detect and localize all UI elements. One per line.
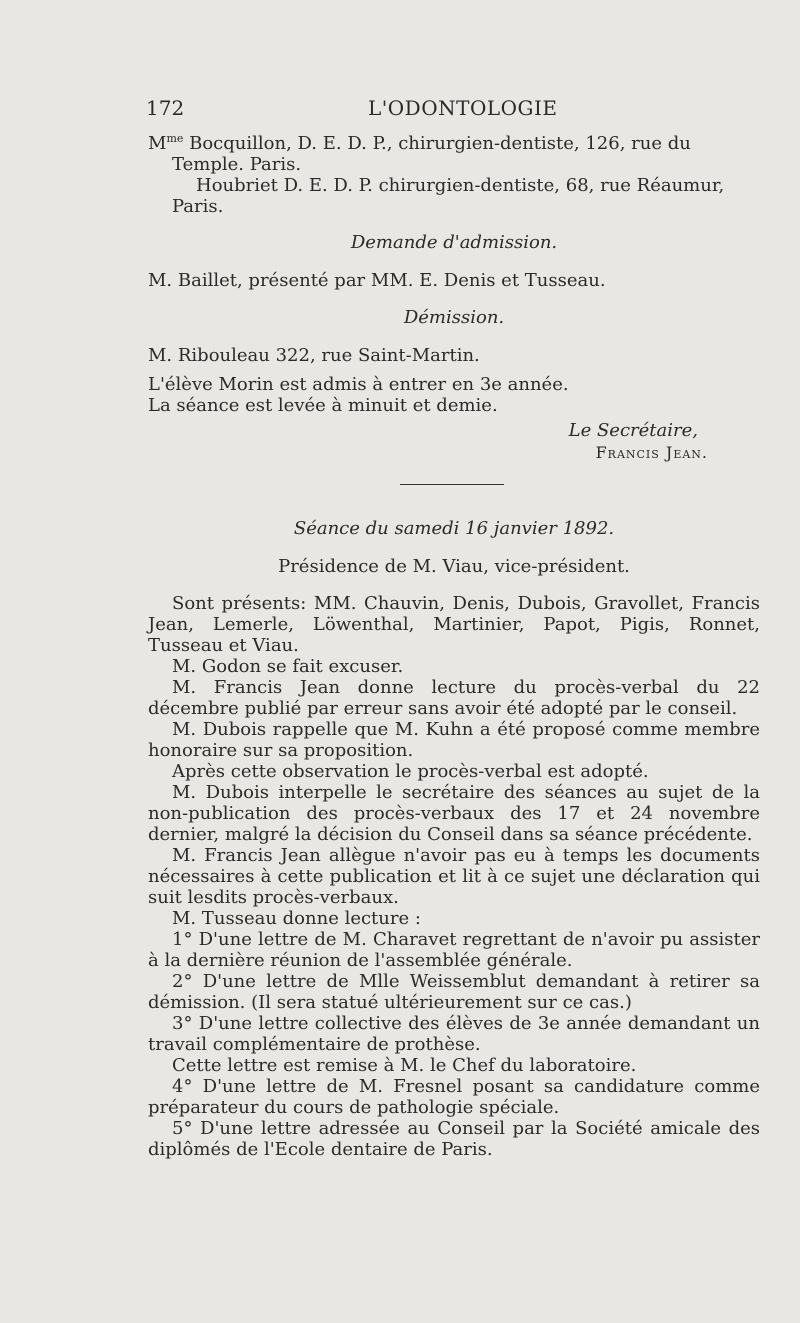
journal-title: L'ODONTOLOGIE: [368, 96, 558, 120]
paragraph: Sont présents: MM. Chauvin, Denis, Dubois, Gravollet, Francis Jean, Lemerle, Löwenthal, Martinier, Papot, Pigis, Ronnet, Tusseau et Viau.: [148, 593, 760, 656]
signature-name: Francis Jean.: [595, 443, 708, 462]
paragraph: 1° D'une lettre de M. Charavet regrettant de n'avoir pu assister à la dernière réunion de l'assemblée générale.: [148, 929, 760, 971]
closing-line: La séance est levée à minuit et demie.: [148, 395, 498, 416]
paragraph: M. Francis Jean donne lecture du procès-verbal du 22 décembre publié par erreur sans avoir été adopté par le conseil.: [148, 677, 760, 719]
paragraph: Après cette observation le procès-verbal est adopté.: [172, 761, 649, 782]
entry-line1: Bocquillon, D. E. D. P., chirurgien-dentiste, 126, rue du: [183, 133, 691, 154]
demission-heading: Démission.: [403, 307, 505, 328]
honorific-sup: me: [166, 132, 184, 145]
presidence-line: Présidence de M. Viau, vice-président.: [278, 556, 630, 577]
paragraph: 4° D'une lettre de M. Fresnel posant sa candidature comme préparateur du cours de pathologie spéciale.: [148, 1076, 760, 1118]
admission-heading: Demande d'admission.: [350, 232, 558, 253]
paragraph: M. Dubois interpelle le secrétaire des séances au sujet de la non-publication des procès-verbaux des 17 et 24 novembre dernier, malgré la décision du Conseil dans sa séance précédente.: [148, 782, 760, 845]
paragraph: 5° D'une lettre adressée au Conseil par la Société amicale des diplômés de l'Ecole dentaire de Paris.: [148, 1118, 760, 1160]
running-header: [0, 96, 800, 126]
closing-block: [148, 374, 760, 416]
page-number: 172: [146, 96, 185, 120]
paragraph: M. Dubois rappelle que M. Kuhn a été proposé comme membre honoraire sur sa proposition.: [148, 719, 760, 761]
member-entries: [148, 128, 760, 217]
paragraph: M. Godon se fait excuser.: [172, 656, 404, 677]
honorific: M: [148, 133, 167, 154]
admission-text: M. Baillet, présenté par MM. E. Denis et Tusseau.: [148, 270, 606, 291]
paragraph: M. Tusseau donne lecture :: [172, 908, 421, 929]
section-divider: [400, 484, 504, 485]
demission-text: M. Ribouleau 322, rue Saint-Martin.: [148, 345, 480, 366]
minutes-body: [148, 593, 760, 1160]
entry-line2: Paris.: [172, 196, 224, 217]
paragraph: Cette lettre est remise à M. le Chef du laboratoire.: [172, 1055, 637, 1076]
paragraph: M. Francis Jean allègue n'avoir pas eu à temps les documents nécessaires à cette publication et lit à ce sujet une déclaration qui suit lesdits procès-verbaux.: [148, 845, 760, 908]
paragraph: 3° D'une lettre collective des élèves de 3e année demandant un travail complémentaire de prothèse.: [148, 1013, 760, 1055]
session-title: Séance du samedi 16 janvier 1892.: [293, 518, 615, 539]
entry-line2: Temple. Paris.: [172, 154, 302, 175]
member-entry: [148, 128, 760, 175]
member-entry: [148, 175, 760, 217]
signature-role: Le Secrétaire,: [568, 420, 698, 441]
entry-line1: Houbriet D. E. D. P. chirurgien-dentiste, 68, rue Réaumur,: [196, 175, 725, 196]
paragraph: 2° D'une lettre de Mlle Weissemblut demandant à retirer sa démission. (Il sera statué ultérieurement sur ce cas.): [148, 971, 760, 1013]
entry-line: [148, 128, 760, 154]
closing-line: L'élève Morin est admis à entrer en 3e année.: [148, 374, 569, 395]
